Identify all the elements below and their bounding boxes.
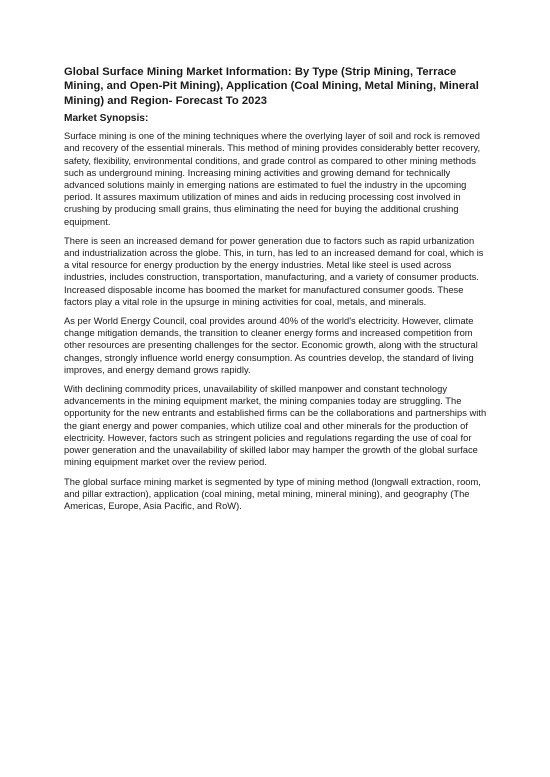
paragraph-4: With declining commodity prices, unavailability of skilled manpower and constant technology advancements in the mining equipment market, the mining companies today are struggling. The opportunity for the new entrants and established firms can be the collaborations and partnerships with the giant energy and power companies, which utilize coal and other minerals for the production of electricity. However, factors such as stringent policies and regulations regarding the use of coal for power generation and the unavailability of skilled labor may hamper the growth of the global surface mining equipment market over the review period. [64,384,487,468]
paragraph-1: Surface mining is one of the mining techniques where the overlying layer of soil and rock is removed and recovery of the essential minerals. This method of mining provides considerably better recovery, safety, flexibility, environmental conditions, and grade control as compared to other mining methods such as underground mining. Increasing mining activities and growing demand for technically advanced solutions mainly in emerging nations are estimated to fuel the industry in the upcoming period. It assures maximum utilization of mines and aids in reducing processing cost involved in crushing by producing small grains, thus eliminating the need for buying the additional crushing equipment. [64,131,481,227]
paragraph-2: There is seen an increased demand for power generation due to factors such as rapid urbanization and industrialization across the globe. This, in turn, has led to an increased demand for coal, which is a vital resource for energy production by the energy industries. Metal like steel is used across industries, includes construction, transportation, manufacturing, and a variety of consumer products. Increased disposable income has boomed the market for manufactured consumer goods. These factors play a vital role in the upsurge in mining activities for coal, metals, and minerals. [64,235,484,307]
document-body [64,65,487,519]
document-title: Global Surface Mining Market Information: By Type (Strip Mining, Terrace Mining, and Open-Pit Mining), Application (Coal Mining, Metal Mining, Mineral Mining) and Region- Forecast To 2023 [64,66,479,107]
paragraph-5: The global surface mining market is segmented by type of mining method (longwall extraction, room, and pillar extraction), application (coal mining, metal mining, mineral mining), and geography (The Americas, Europe, Asia Pacific, and RoW). [64,476,481,511]
paragraph-3: As per World Energy Council, coal provides around 40% of the world's electricity. However, climate change mitigation demands, the transition to cleaner energy forms and increased competition from other resources are presenting challenges for the sector. Economic growth, along with the structural changes, strongly influence world energy consumption. As countries develop, the standard of living improves, and energy demand grows rapidly. [64,316,478,375]
section-heading-market-synopsis: Market Synopsis: [64,113,149,125]
